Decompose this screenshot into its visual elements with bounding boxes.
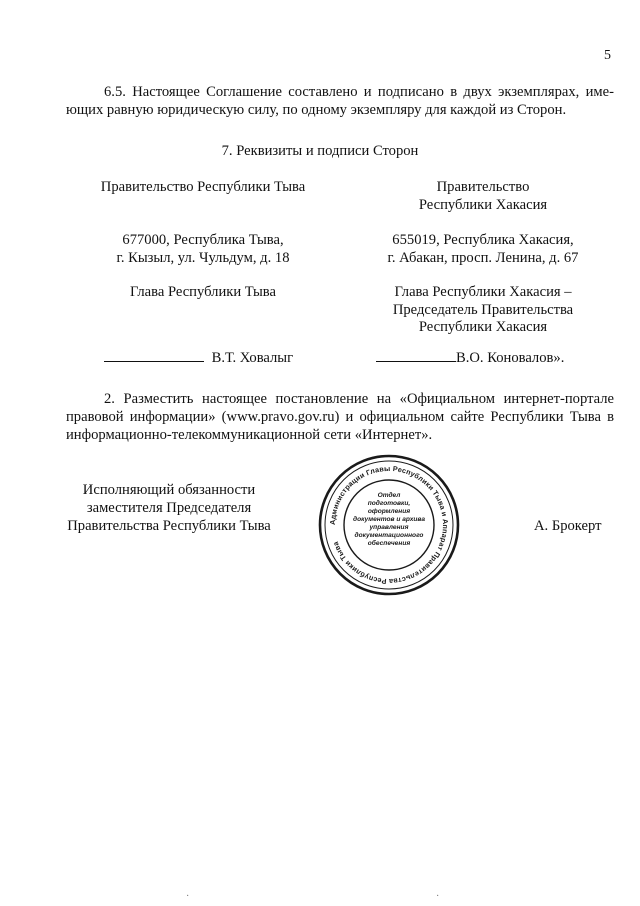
seal-center-line: документационного bbox=[354, 532, 424, 539]
left-party-address-line: 677000, Республика Тыва, bbox=[122, 232, 284, 248]
signer-title-line: Исполняющий обязанности bbox=[82, 482, 256, 498]
scan-artifact: · bbox=[436, 891, 440, 902]
seal-center-line: управления bbox=[369, 524, 409, 531]
left-party-position: Глава Республики Тыва bbox=[130, 284, 276, 300]
seal-graphic bbox=[316, 452, 462, 598]
left-signature-block bbox=[104, 349, 344, 367]
scan-artifact: · bbox=[186, 891, 190, 902]
section-title: 7. Реквизиты и подписи Сторон bbox=[221, 143, 419, 159]
seal-center-line: оформления bbox=[367, 508, 411, 515]
clause-2-line: информационно-телекоммуникационной сети «Интернет». bbox=[66, 427, 433, 443]
clause-2 bbox=[66, 390, 614, 444]
seal-center-line: подготовки, bbox=[367, 500, 411, 507]
right-party-address-line: 655019, Республика Хакасия, bbox=[392, 232, 574, 248]
clause-6-5-line: 6.5. Настоящее Соглашение составлено и подписано в двух экземплярах, име- bbox=[104, 84, 614, 100]
clause-6-5-line: ющих равную юридическую силу, по одному экземпляру для каждой из Сторон. bbox=[66, 102, 567, 118]
signature-line bbox=[104, 349, 204, 362]
seal-center-line: Отдел bbox=[377, 492, 401, 499]
signer-title-line: заместителя Председателя bbox=[86, 500, 252, 516]
signer-title bbox=[56, 481, 282, 535]
clause-2-line: правовой информации» (www.pravo.gov.ru) и официальном сайте Республики Тыва в bbox=[66, 409, 614, 425]
official-seal bbox=[316, 452, 462, 598]
left-signatory: В.Т. Ховалыг bbox=[211, 350, 294, 366]
right-party-position-line: Председатель Правительства bbox=[392, 302, 574, 318]
seal-ring-textpath: Администрации Главы Республики Тыва и Аппарат Правительства Республики Тыва bbox=[327, 463, 451, 587]
right-signatory: В.О. Коновалов». bbox=[456, 350, 565, 366]
clause-2-line: 2. Разместить настоящее постановление на «Официальном интернет-портале bbox=[104, 391, 614, 407]
signer-title-line: Правительства Республики Тыва bbox=[67, 518, 271, 534]
signature-line bbox=[376, 349, 456, 362]
right-party-position-line: Глава Республики Хакасия – bbox=[394, 284, 572, 300]
page-number: 5 bbox=[604, 48, 611, 63]
right-party-address-line: г. Абакан, просп. Ленина, д. 67 bbox=[387, 250, 579, 266]
right-party-name-line: Республики Хакасия bbox=[418, 197, 548, 213]
seal-center-line: обеспечения bbox=[367, 540, 411, 547]
seal-center-text bbox=[353, 491, 425, 547]
right-party-name-line: Правительство bbox=[436, 179, 530, 195]
right-signature-block bbox=[376, 349, 616, 367]
left-party-address-line: г. Кызыл, ул. Чульдум, д. 18 bbox=[116, 250, 290, 266]
left-party-name: Правительство Республики Тыва bbox=[100, 179, 306, 195]
signer-name: А. Брокерт bbox=[534, 518, 602, 534]
right-party-position-line: Республики Хакасия bbox=[418, 319, 548, 335]
seal-center-line: документов и архива bbox=[353, 516, 425, 523]
clause-6-5 bbox=[66, 83, 614, 119]
